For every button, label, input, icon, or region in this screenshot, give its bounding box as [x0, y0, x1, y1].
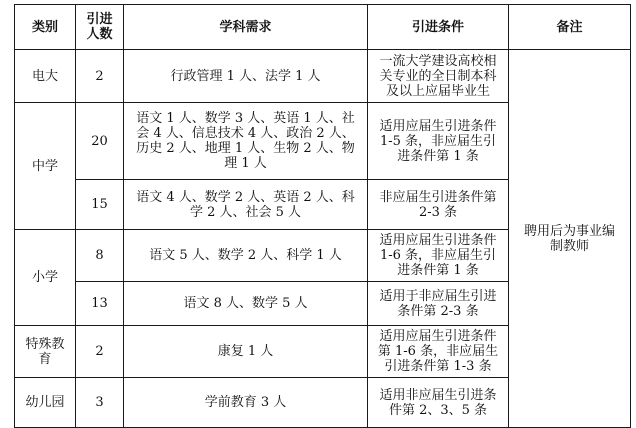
category-cell: 特殊教育 — [15, 326, 76, 378]
subject-cell: 学前教育 3 人 — [124, 378, 368, 428]
count-cell: 15 — [76, 180, 124, 230]
header-condition: 引进条件 — [368, 5, 509, 50]
category-cell: 中学 — [15, 103, 76, 230]
count-cell: 13 — [76, 282, 124, 326]
subject-cell: 康复 1 人 — [124, 326, 368, 378]
subject-cell: 行政管理 1 人、法学 1 人 — [124, 50, 368, 103]
header-count-text: 引进人数 — [86, 12, 113, 42]
subject-cell: 语文 4 人、数学 2 人、英语 2 人、科学 2 人、社会 5 人 — [124, 180, 368, 230]
condition-cell: 非应届生引进条件第 2-3 条 — [368, 180, 509, 230]
count-cell: 8 — [76, 230, 124, 282]
condition-cell: 适用应届生引进条件 1-5 条，非应届生引进条件第 1 条 — [368, 103, 509, 180]
header-row — [15, 5, 631, 50]
category-cell: 小学 — [15, 230, 76, 326]
category-cell: 幼儿园 — [15, 378, 76, 428]
condition-cell: 一流大学建设高校相关专业的全日制本科及以上应届毕业生 — [368, 50, 509, 103]
count-cell: 2 — [76, 50, 124, 103]
subject-cell: 语文 5 人、数学 2 人、科学 1 人 — [124, 230, 368, 282]
condition-cell: 适用应届生引进条件 1-6 条，非应届生引进条件第 1 条 — [368, 230, 509, 282]
remark-cell: 聘用后为事业编制教师 — [509, 50, 631, 428]
subject-cell: 语文 1 人、数学 3 人、英语 1 人、社会 4 人、信息技术 4 人、政治 2 人、历史 2 人、地理 1 人、生物 2 人、物理 1 人 — [124, 103, 368, 180]
condition-cell: 适用非应届生引进条件第 2、3、5 条 — [368, 378, 509, 428]
header-count — [76, 5, 124, 50]
header-subject: 学科需求 — [124, 5, 368, 50]
category-cell: 电大 — [15, 50, 76, 103]
count-cell: 2 — [76, 326, 124, 378]
count-cell: 3 — [76, 378, 124, 428]
header-category: 类别 — [15, 5, 76, 50]
condition-cell: 适用于非应届生引进条件第 2-3 条 — [368, 282, 509, 326]
condition-cell: 适用应届生引进条件第 1-6 条，非应届生引进条件第 1-3 条 — [368, 326, 509, 378]
recruitment-table — [14, 4, 631, 428]
subject-cell: 语文 8 人、数学 5 人 — [124, 282, 368, 326]
count-cell: 20 — [76, 103, 124, 180]
header-remark: 备注 — [509, 5, 631, 50]
table-row — [15, 50, 631, 103]
